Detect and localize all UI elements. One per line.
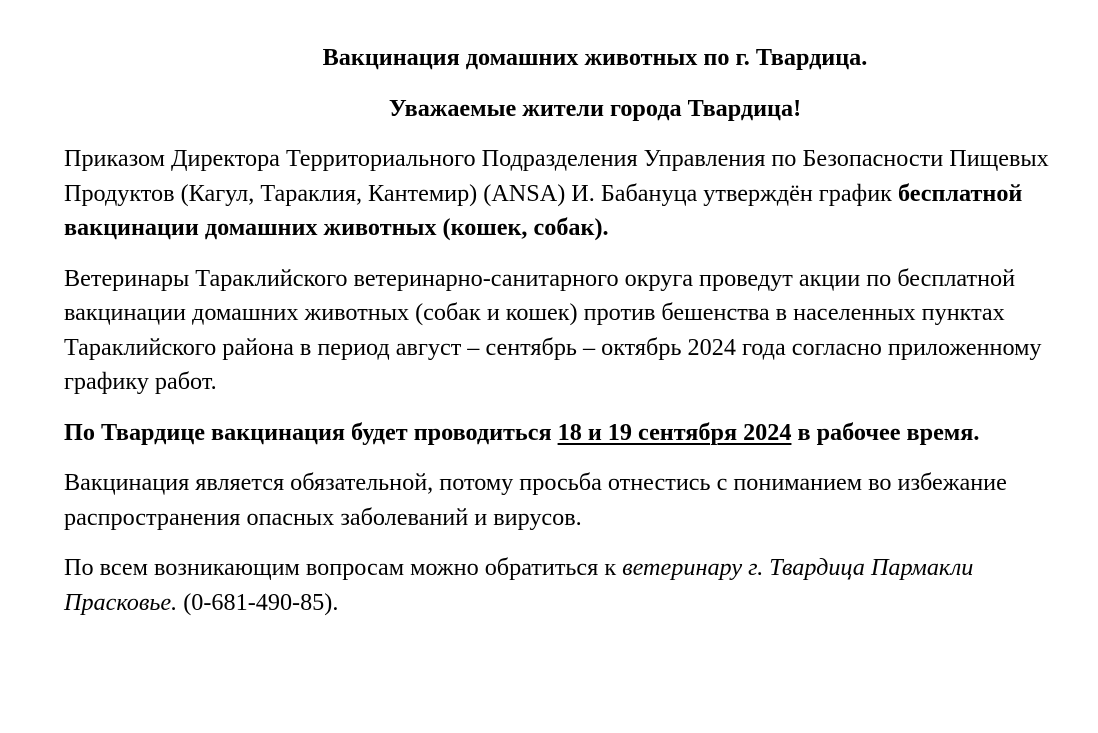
veterinarians-text: Ветеринары Тараклийского ветеринарно-санитарного округа проведут акции по бесплатной вакцинации домашних животных (собак и кошек) против бешенства в населенных пунктах Тараклийского района в период август – сентябрь – октябрь 2024 года согласно приложенному графику работ.: [64, 264, 1042, 395]
paragraph-mandatory: [64, 466, 1054, 535]
contact-phone: (0-681-490-85).: [177, 588, 339, 616]
vaccination-date: 18 и 19 сентября 2024: [557, 418, 792, 446]
order-text: Приказом Директора Территориального Подразделения Управления по Безопасности Пищевых Продуктов (Кагул, Тараклия, Кантемир) (ANSA) И. Бабануца утверждён график: [64, 145, 1049, 207]
paragraph-order: [64, 142, 1054, 246]
contact-person: ветеринару г. Твардица Пармакли Прасковье.: [64, 554, 974, 616]
schedule-text-after: в рабочее время.: [791, 418, 980, 446]
paragraph-schedule: [64, 416, 1054, 451]
contact-text-before: По всем возникающим вопросам можно обратиться к: [64, 554, 623, 581]
document-title: Вакцинация домашних животных по г. Твардица.: [322, 44, 868, 71]
schedule-text-before: По Твардице вакцинация будет проводиться: [64, 418, 558, 446]
paragraph-contact: [64, 551, 1054, 620]
free-vaccination-emphasis: бесплатной вакцинации домашних животных (кошек, собак).: [64, 179, 1023, 241]
greeting-heading: Уважаемые жители города Твардица!: [388, 94, 802, 122]
mandatory-text: Вакцинация является обязательной, потому просьба отнестись с пониманием во избежание распространения опасных заболеваний и вирусов.: [64, 469, 1007, 531]
paragraph-veterinarians: [64, 262, 1054, 400]
